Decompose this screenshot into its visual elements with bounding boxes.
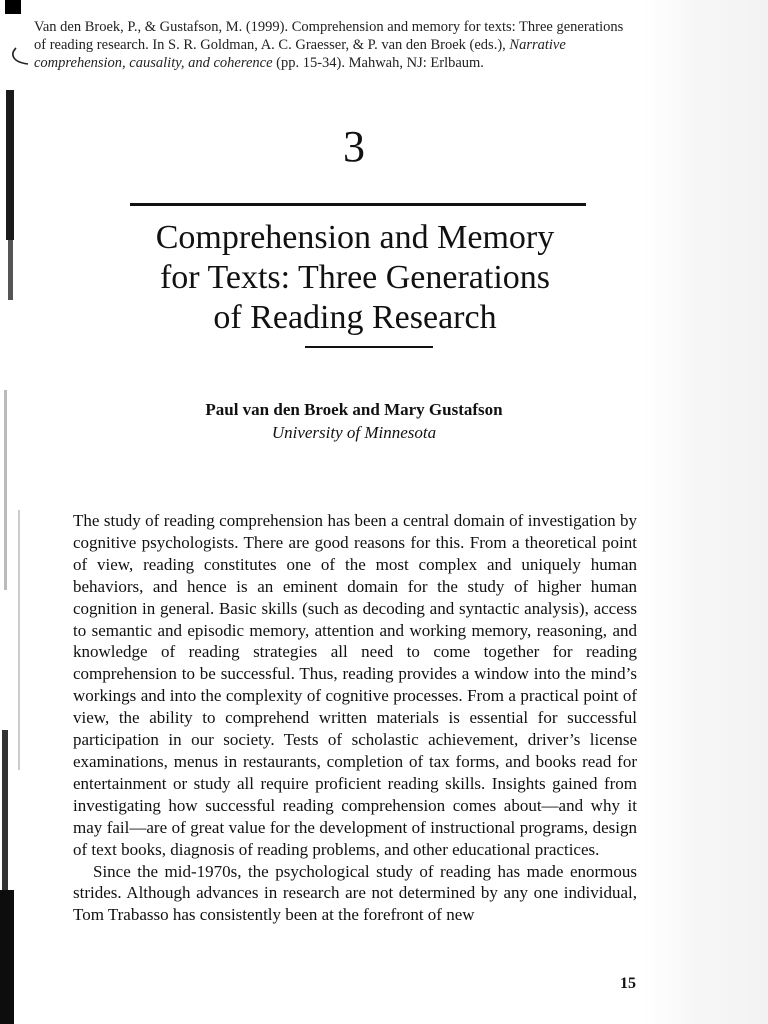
page-number: 15	[620, 975, 636, 992]
chapter-number: 3	[343, 122, 365, 171]
chapter-title	[80, 218, 630, 338]
chapter-title-line: for Texts: Three Generations	[159, 259, 551, 296]
author-affiliation: University of Minnesota	[271, 423, 437, 442]
handwritten-bracket-mark	[10, 46, 34, 66]
chapter-title-line: Comprehension and Memory	[155, 219, 555, 256]
body-paragraph: Since the mid-1970s, the psychological study of reading has made enormous strides. Although advances in research are not determined by any one individual, Tom Trabasso has consistently been at the forefront of new	[73, 861, 637, 925]
chapter-title-line: of Reading Research	[213, 299, 497, 336]
body-paragraph: The study of reading comprehension has been a central domain of investigation by cognitive psychologists. There are good reasons for this. From a theoretical point of view, reading constitutes one of the most complex and uniquely human behaviors, and hence is an eminent domain for the study of higher human cognition in general. Basic skills (such as decoding and syntactic analysis), access to semantic and episodic memory, attention and working memory, reasoning, and knowledge of reading strategies all need to come together for reading comprehension to be successful. Thus, reading provides a window into the mind’s workings and into the complexity of cognitive processes. From a practical point of view, the ability to comprehend written materials is essential for successful participation in our society. Tests of scholastic achievement, driver’s license examinations, menus in restaurants, completion of tax forms, and books read for entertainment or study all require proficient reading skills. Insights gained from investigating how successful reading comprehension comes about—and why it may fail—are of great value for the development of instructional programs, design of text books, diagnosis of reading problems, and other educational practices.	[73, 511, 637, 859]
title-rule-bottom	[305, 346, 433, 348]
chapter-authors: Paul van den Broek and Mary Gustafson	[205, 400, 503, 419]
scan-corner-mark	[5, 0, 21, 14]
citation-book-title: Narrative comprehension, causality, and coherence	[34, 37, 566, 71]
scan-left-edge-artifact	[0, 90, 30, 1024]
citation-note: Van den Broek, P., & Gustafson, M. (1999). Comprehension and memory for texts: Three generations of reading research. In S. R. Goldman, A. C. Graesser, & P. van den Broek (eds.), Narrative comprehension, causality, and coherence (pp. 15-34). Mahwah, NJ: Erlbaum.	[34, 19, 624, 71]
title-rule-top	[130, 203, 586, 206]
body-text	[73, 510, 637, 926]
